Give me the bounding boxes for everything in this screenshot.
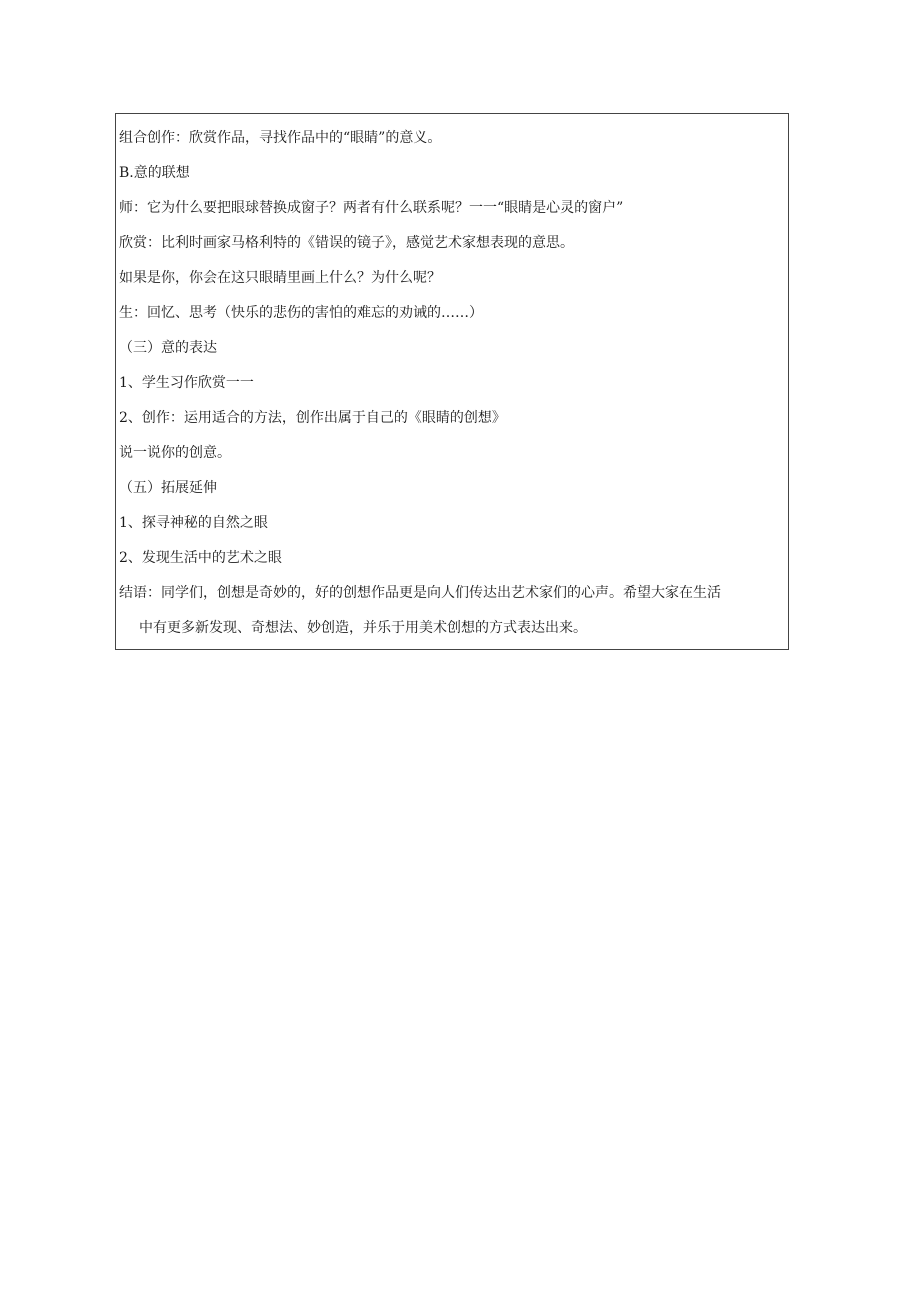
text-line-6: 生：回忆、思考（快乐的悲伤的害怕的难忘的劝诫的……） <box>119 305 483 321</box>
text-line-1: 组合创作：欣赏作品，寻找作品中的“眼睛”的意义。 <box>119 130 442 146</box>
text-line-12: 1、探寻神秘的自然之眼 <box>119 515 268 531</box>
conclusion-line-1: 结语：同学们，创想是奇妙的，好的创想作品更是向人们传达出艺术家们的心声。希望大家在生活 <box>119 585 721 601</box>
text-line-10: 说一说你的创意。 <box>119 445 231 461</box>
conclusion-line-2: 中有更多新发现、奇想法、妙创造，并乐于用美术创想的方式表达出来。 <box>139 620 587 636</box>
lesson-plan-table-cell <box>115 113 789 650</box>
text-line-3: 师：它为什么要把眼球替换成窗子？两者有什么联系呢？一一“眼睛是心灵的窗户” <box>119 200 624 216</box>
text-line-13: 2、发现生活中的艺术之眼 <box>119 550 282 566</box>
section-heading-3: （三）意的表达 <box>119 340 217 356</box>
text-line-5: 如果是你，你会在这只眼睛里画上什么？为什么呢？ <box>119 270 441 286</box>
text-line-4: 欣赏：比利时画家马格利特的《错误的镜子》，感觉艺术家想表现的意思。 <box>119 235 574 251</box>
text-line-9: 2、创作：运用适合的方法，创作出属于自己的《眼睛的创想》 <box>119 410 506 426</box>
section-heading-5: （五）拓展延伸 <box>119 480 217 496</box>
text-line-2: B.意的联想 <box>119 165 190 181</box>
text-line-8: 1、学生习作欣赏一一 <box>119 375 254 391</box>
